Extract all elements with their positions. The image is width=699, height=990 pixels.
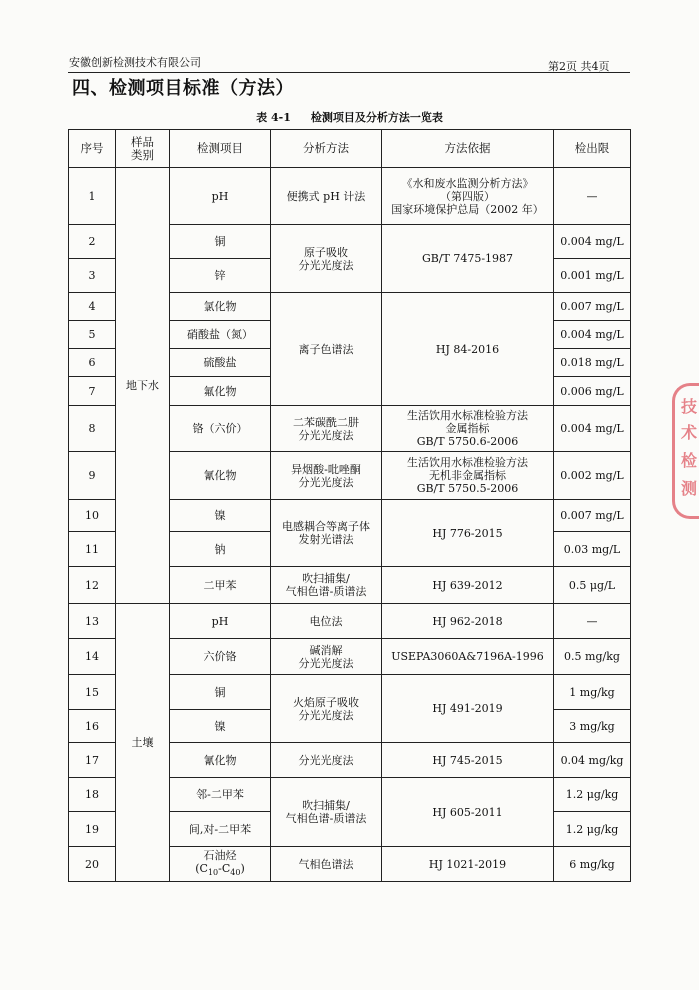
limit-cell: 0.004 mg/L <box>554 225 631 259</box>
category-groundwater: 地下水 <box>116 168 170 604</box>
row-no: 10 <box>69 500 116 532</box>
method-cell <box>271 675 382 743</box>
limit-cell: 0.006 mg/L <box>554 377 631 406</box>
item-cell: 间,对-二甲苯 <box>170 812 271 847</box>
basis-line: 无机非金属指标 <box>429 469 506 482</box>
header-limit: 检出限 <box>554 130 631 168</box>
formula-sub: 40 <box>230 868 241 878</box>
row-no: 16 <box>69 710 116 743</box>
method-cell: 便携式 pH 计法 <box>271 168 382 225</box>
basis-cell: HJ 639-2012 <box>382 567 554 604</box>
basis-line: 生活饮用水标准检验方法 <box>407 456 528 469</box>
basis-line: 《水和废水监测分析方法》 <box>401 176 534 190</box>
basis-cell: HJ 491-2019 <box>382 675 554 743</box>
row-no: 19 <box>69 812 116 847</box>
method-cell: 离子色谱法 <box>271 293 382 406</box>
basis-cell: HJ 84-2016 <box>382 293 554 406</box>
item-cell: pH <box>170 168 271 225</box>
formula-c: -C <box>218 861 231 875</box>
limit-cell: 1.2 μg/kg <box>554 778 631 812</box>
method-line: 气相色谱-质谱法 <box>285 585 367 598</box>
basis-cell: HJ 776-2015 <box>382 500 554 567</box>
table-caption <box>0 109 699 125</box>
section-title: 四、检测项目标准（方法） <box>72 78 294 99</box>
method-cell <box>271 639 382 675</box>
methods-table <box>68 129 631 882</box>
row-no: 8 <box>69 406 116 452</box>
basis-cell <box>382 452 554 500</box>
table-row <box>69 168 631 225</box>
method-line: 吹扫捕集/ <box>302 572 350 585</box>
row-no: 18 <box>69 778 116 812</box>
limit-cell: 0.018 mg/L <box>554 349 631 377</box>
table-row <box>69 604 631 639</box>
basis-cell: HJ 745-2015 <box>382 743 554 778</box>
item-cell: 邻-二甲苯 <box>170 778 271 812</box>
row-no: 14 <box>69 639 116 675</box>
header-category <box>116 130 170 168</box>
formula-c: C <box>199 861 208 875</box>
method-line: 吹扫捕集/ <box>302 799 350 812</box>
header-no: 序号 <box>69 130 116 168</box>
method-cell <box>271 567 382 604</box>
limit-cell: — <box>554 604 631 639</box>
basis-cell <box>382 168 554 225</box>
method-line: 原子吸收 <box>304 245 348 259</box>
method-line: 发射光谱法 <box>298 533 354 546</box>
item-cell <box>170 847 271 882</box>
page-indicator: 第2页 共4页 <box>548 60 610 73</box>
limit-cell: 0.007 mg/L <box>554 500 631 532</box>
method-line: 分光光度法 <box>298 475 354 489</box>
row-no: 1 <box>69 168 116 225</box>
row-no: 12 <box>69 567 116 604</box>
item-line: 石油烃 <box>203 848 237 862</box>
stamp-char: 测 <box>681 479 698 498</box>
stamp-char: 技 <box>681 397 698 416</box>
basis-line: 国家环境保护总局（2002 年） <box>391 202 544 216</box>
method-cell: 电位法 <box>271 604 382 639</box>
table-header-row <box>69 130 631 168</box>
table-title: 检测项目及分析方法一览表 <box>310 111 443 124</box>
item-cell: 镍 <box>170 710 271 743</box>
limit-cell: 0.004 mg/L <box>554 406 631 452</box>
limit-cell: 1 mg/kg <box>554 675 631 710</box>
limit-cell: 0.004 mg/L <box>554 321 631 349</box>
stamp-char: 术 <box>681 423 698 442</box>
row-no: 7 <box>69 377 116 406</box>
row-no: 4 <box>69 293 116 321</box>
row-no: 17 <box>69 743 116 778</box>
basis-cell: GB/T 7475-1987 <box>382 225 554 293</box>
item-cell: 硝酸盐（氮） <box>170 321 271 349</box>
limit-cell: 0.03 mg/L <box>554 532 631 567</box>
company-name: 安徽创新检测技术有限公司 <box>69 56 201 69</box>
item-cell: 硫酸盐 <box>170 349 271 377</box>
limit-cell: 0.5 mg/kg <box>554 639 631 675</box>
basis-cell <box>382 406 554 452</box>
method-line: 气相色谱-质谱法 <box>285 812 367 825</box>
basis-cell: HJ 962-2018 <box>382 604 554 639</box>
item-cell: 氰化物 <box>170 452 271 500</box>
item-cell: 铜 <box>170 225 271 259</box>
row-no: 15 <box>69 675 116 710</box>
limit-cell: 3 mg/kg <box>554 710 631 743</box>
item-cell: 六价铬 <box>170 639 271 675</box>
basis-cell: HJ 1021-2019 <box>382 847 554 882</box>
table-number: 表 4-1 <box>256 111 291 124</box>
row-no: 20 <box>69 847 116 882</box>
item-cell: 氯化物 <box>170 293 271 321</box>
item-cell: 镍 <box>170 500 271 532</box>
basis-line: GB/T 5750.5-2006 <box>416 482 519 495</box>
basis-cell: USEPA3060A&7196A-1996 <box>382 639 554 675</box>
method-cell <box>271 406 382 452</box>
limit-cell: 0.007 mg/L <box>554 293 631 321</box>
formula-sub: 10 <box>207 868 219 878</box>
method-cell <box>271 778 382 847</box>
basis-line: GB/T 5750.6-2006 <box>416 435 519 448</box>
item-cell: 铬（六价） <box>170 406 271 452</box>
row-no: 11 <box>69 532 116 567</box>
item-cell: 氰化物 <box>170 743 271 778</box>
item-cell: 钠 <box>170 532 271 567</box>
item-cell: 二甲苯 <box>170 567 271 604</box>
header-rule <box>68 72 630 73</box>
method-cell <box>271 452 382 500</box>
method-line: 分光光度法 <box>298 708 354 722</box>
item-cell: pH <box>170 604 271 639</box>
limit-cell: 0.002 mg/L <box>554 452 631 500</box>
method-line: 电感耦合等离子体 <box>282 520 370 533</box>
method-cell: 气相色谱法 <box>271 847 382 882</box>
method-cell <box>271 500 382 567</box>
category-soil: 土壤 <box>116 604 170 882</box>
method-cell: 分光光度法 <box>271 743 382 778</box>
row-no: 13 <box>69 604 116 639</box>
limit-cell: 1.2 μg/kg <box>554 812 631 847</box>
method-line: 分光光度法 <box>298 656 354 670</box>
header-item: 检测项目 <box>170 130 271 168</box>
item-formula: $(C_{10}-C_{40})$ <box>195 861 245 878</box>
row-no: 3 <box>69 259 116 293</box>
limit-cell: 6 mg/kg <box>554 847 631 882</box>
method-cell <box>271 225 382 293</box>
basis-line: （第四版） <box>440 189 495 203</box>
row-no: 6 <box>69 349 116 377</box>
limit-cell: 0.04 mg/kg <box>554 743 631 778</box>
item-cell: 锌 <box>170 259 271 293</box>
item-cell: 氟化物 <box>170 377 271 406</box>
item-cell: 铜 <box>170 675 271 710</box>
limit-cell: 0.001 mg/L <box>554 259 631 293</box>
method-line: 分光光度法 <box>298 258 354 272</box>
row-no: 5 <box>69 321 116 349</box>
method-line: 火焰原子吸收 <box>293 695 359 709</box>
header-method: 分析方法 <box>271 130 382 168</box>
row-no: 9 <box>69 452 116 500</box>
method-line: 碱消解 <box>309 643 343 657</box>
basis-cell: HJ 605-2011 <box>382 778 554 847</box>
stamp-char: 检 <box>681 451 698 470</box>
method-line: 分光光度法 <box>298 428 354 442</box>
limit-cell: 0.5 μg/L <box>554 567 631 604</box>
header-category-text: 样品类别 <box>130 134 154 162</box>
basis-line: 生活饮用水标准检验方法 <box>407 409 528 422</box>
row-no: 2 <box>69 225 116 259</box>
limit-cell: — <box>554 168 631 225</box>
method-line: 二苯碳酰二肼 <box>293 415 359 429</box>
seal-stamp <box>672 383 699 519</box>
method-line: 异烟酸-吡唑酮 <box>291 462 361 476</box>
basis-line: 金属指标 <box>445 422 490 435</box>
header-basis: 方法依据 <box>382 130 554 168</box>
